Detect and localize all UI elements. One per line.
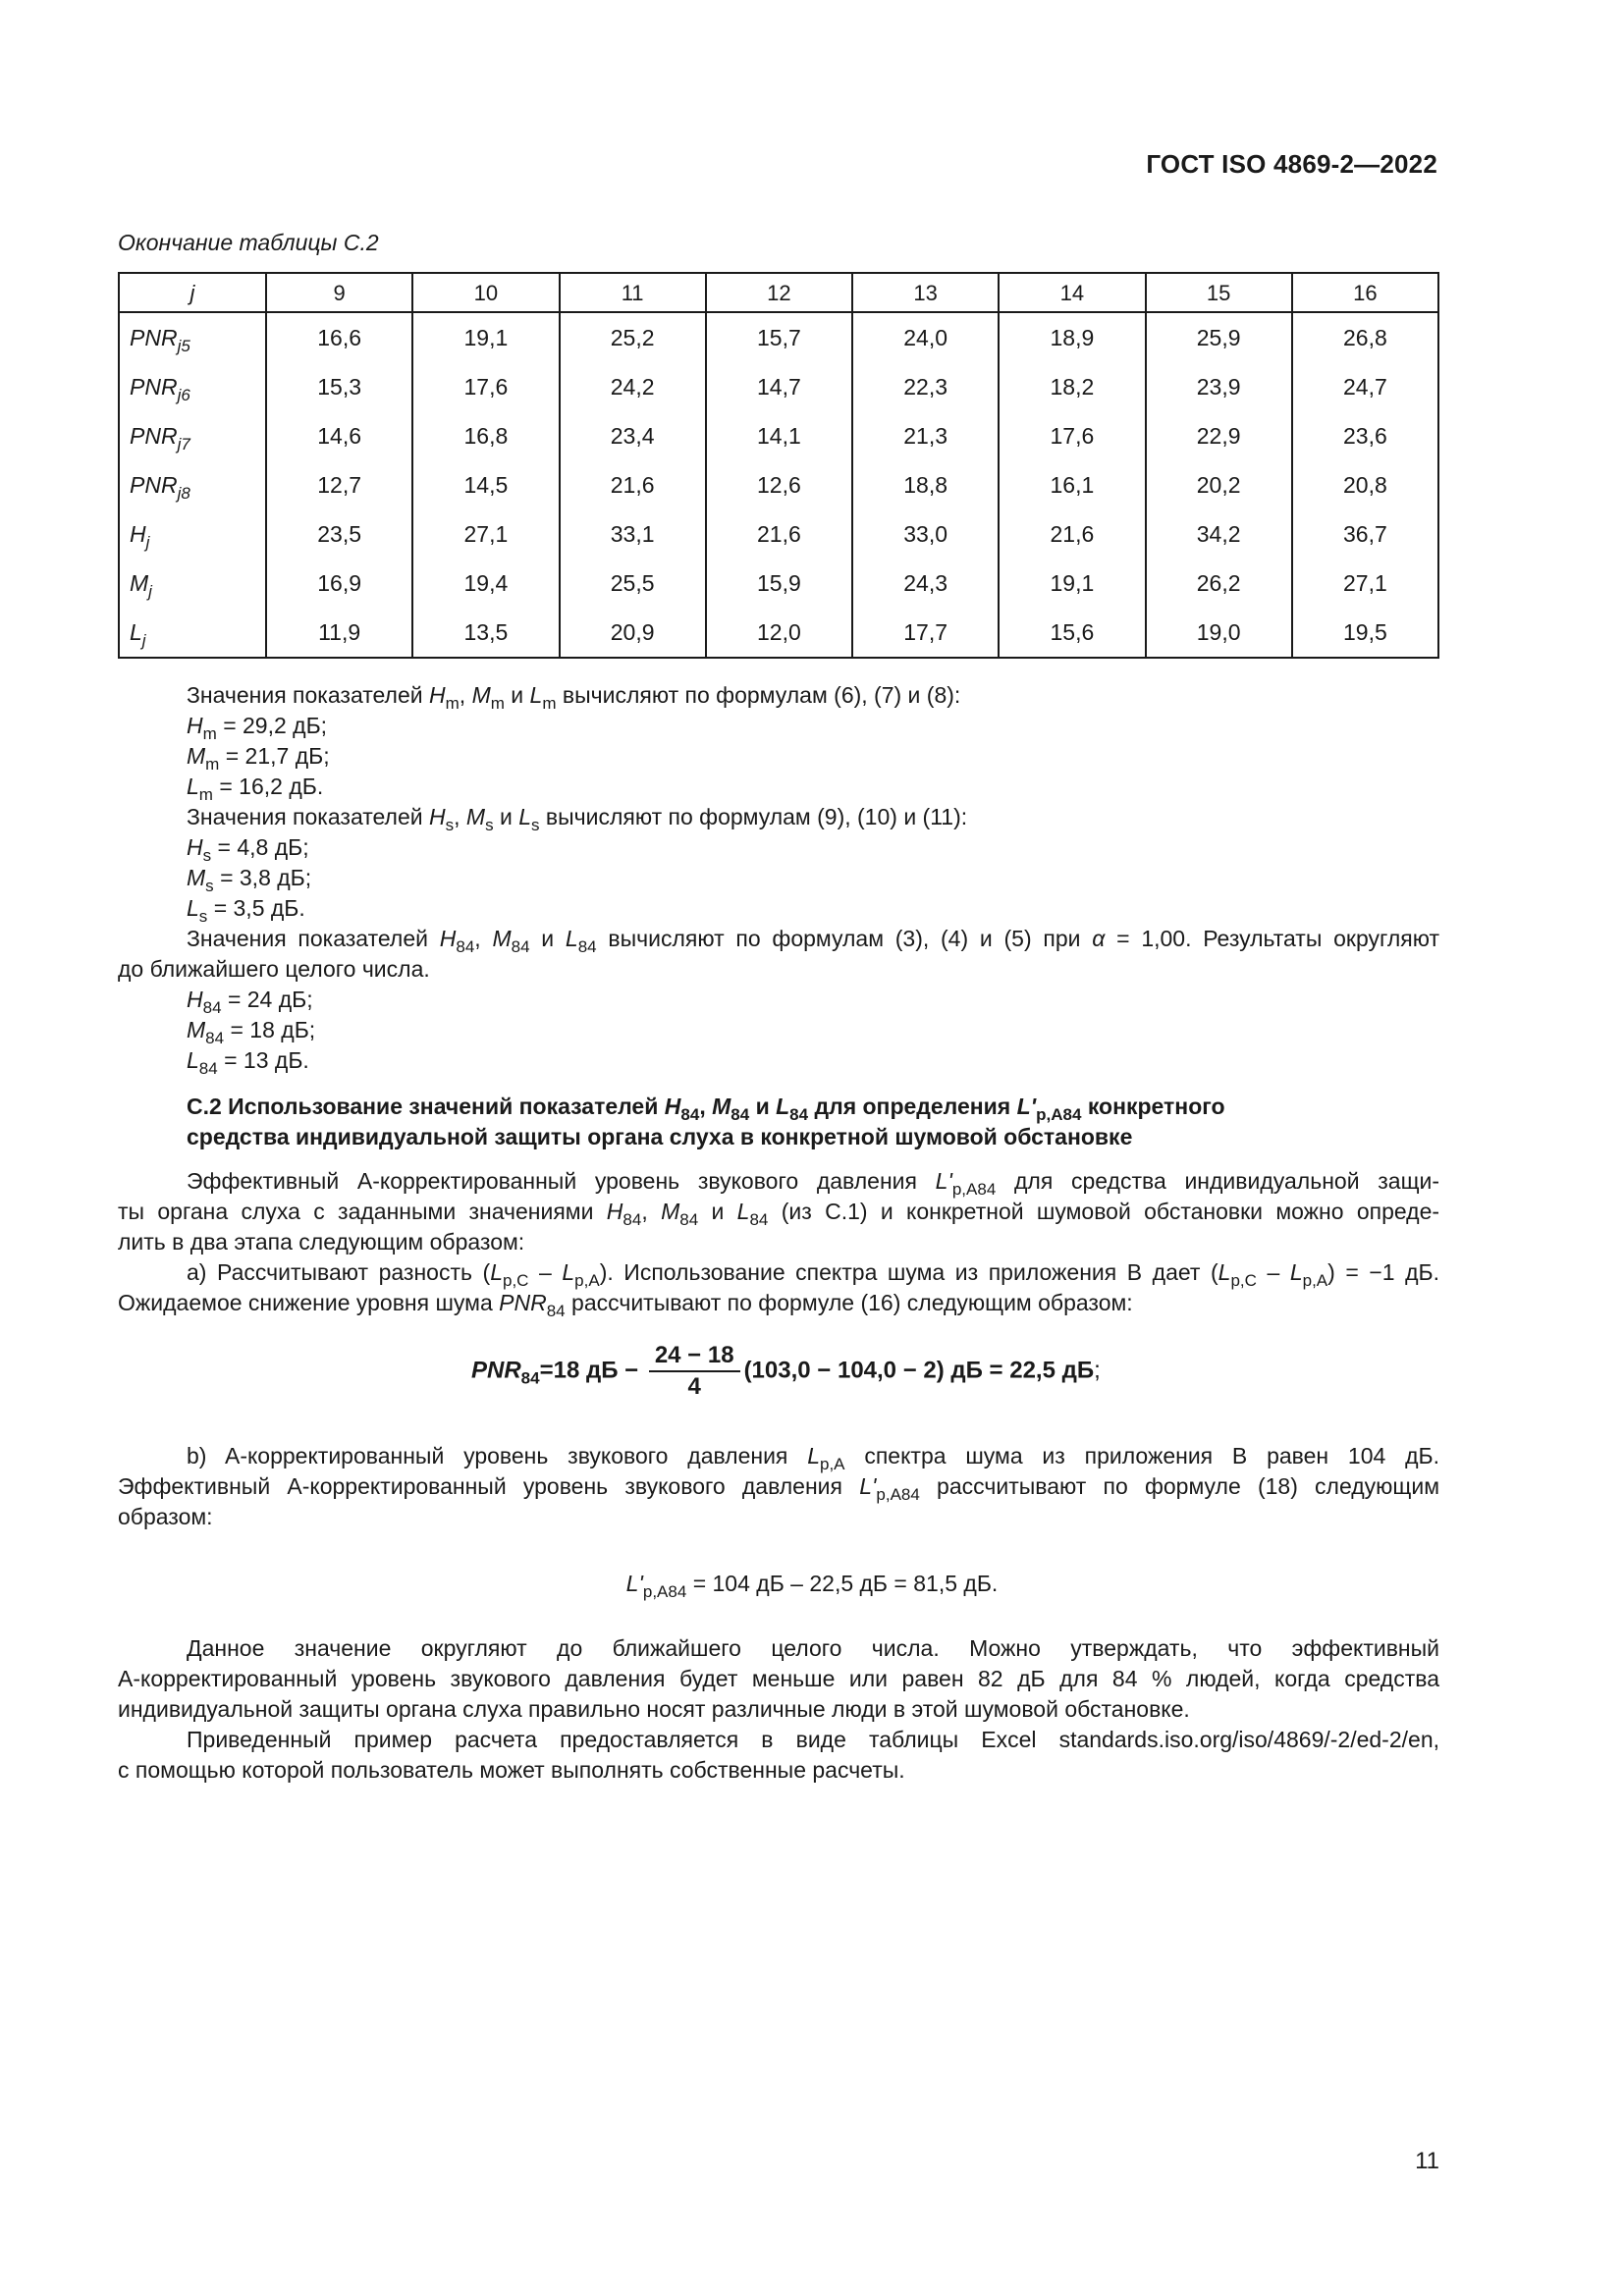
text-line: $M_m = 21,7$ дБ; [187, 743, 330, 774]
text-line: ты органа слуха с заданными значениями $H_{84}$, $M_{84}$ и $L_{84}$ (из С.1) и конкретной шумовой обстановки можно опреде- [118, 1199, 1440, 1229]
table-cell: 26,2 [1146, 559, 1292, 608]
table-cell: 27,1 [1292, 559, 1438, 608]
table-cell: 12,0 [706, 608, 852, 658]
table-cell: 20,9 [560, 608, 706, 658]
row-label: $H_j$ [119, 509, 266, 559]
table-row [119, 460, 1438, 509]
text-line: Эффективный A-корректированный уровень звукового давления $L'_{p,A84}$ рассчитывают по формуле (18) следующим [118, 1473, 1440, 1504]
table-header-row [119, 273, 1438, 312]
table-row [119, 509, 1438, 559]
table-cell: 15,9 [706, 559, 852, 608]
table-cell: 15,7 [706, 312, 852, 362]
row-label: $PNR_{j5}$ [119, 312, 266, 362]
table-cell: 19,0 [1146, 608, 1292, 658]
table-cell: 23,6 [1292, 411, 1438, 460]
text-line: индивидуальной защиты органа слуха правильно носят различные люди в этой шумовой обстановке. [118, 1696, 1190, 1722]
table-cell: 18,9 [999, 312, 1145, 362]
row-label: $PNR_{j6}$ [119, 362, 266, 411]
table-cell: 21,6 [999, 509, 1145, 559]
text-line: $M_s = 3,8$ дБ; [187, 865, 312, 895]
table-cell: 17,6 [999, 411, 1145, 460]
table-cell: 33,0 [852, 509, 999, 559]
table-cell: 22,9 [1146, 411, 1292, 460]
table-cell: 21,3 [852, 411, 999, 460]
table-cell: 15,3 [266, 362, 412, 411]
text-line: b) A-корректированный уровень звукового давления $L_{p,A}$ спектра шума из приложения В равен 104 дБ. [187, 1443, 1440, 1473]
table-cell: 23,5 [266, 509, 412, 559]
text-line: Приведенный пример расчета предоставляется в виде таблицы Excel standards.iso.org/iso/4869/-2/ed-2/en, [187, 1727, 1439, 1752]
text-line: Значения показателей $H_s$, $M_s$ и $L_s$ вычисляют по формулам (9), (10) и (11): [187, 804, 968, 834]
text-line: $L_{84} = 13$ дБ. [187, 1047, 309, 1078]
table-cell: 17,7 [852, 608, 999, 658]
table-cell: 17,6 [412, 362, 559, 411]
table-cell: 16,6 [266, 312, 412, 362]
data-table [118, 272, 1439, 659]
table-cell: 21,6 [560, 460, 706, 509]
text-line: Эффективный A-корректированный уровень звукового давления $L'_{p,A84}$ для средства индивидуальной защи- [187, 1168, 1440, 1199]
column-header: 13 [852, 273, 999, 312]
text-line: образом: [118, 1504, 213, 1529]
page-number: 11 [1415, 2148, 1439, 2174]
column-header: 11 [560, 273, 706, 312]
text-line: $H_{84} = 24$ дБ; [187, 987, 313, 1017]
table-cell: 12,7 [266, 460, 412, 509]
column-header: j [119, 273, 266, 312]
table-cell: 25,2 [560, 312, 706, 362]
table-cell: 33,1 [560, 509, 706, 559]
table-cell: 19,4 [412, 559, 559, 608]
table-cell: 18,8 [852, 460, 999, 509]
text-line: a) Рассчитывают разность $(L_{p,C} - L_{p,A})$. Использование спектра шума из приложения В дает $(L_{p,C} - L_{p,A}) = -1$ дБ. [187, 1259, 1440, 1290]
table-cell: 24,2 [560, 362, 706, 411]
row-label: $L_j$ [119, 608, 266, 658]
table-cell: 11,9 [266, 608, 412, 658]
formula-pnr84: $PNR_{84}=18$ дБ − $\frac{24 - 18}{4}$ (103,0 − 104,0 − 2) дБ = 22,5 дБ; [471, 1342, 1101, 1400]
table-row [119, 312, 1438, 362]
text-line: $M_{84} = 18$ дБ; [187, 1017, 316, 1047]
text-line: $L_m = 16,2$ дБ. [187, 774, 324, 804]
text-line: С.2 Использование значений показателей $H_{84}$, $M_{84}$ и $L_{84}$ для определения $L'_{p,A84}$ конкретного [187, 1094, 1225, 1124]
table-cell: 19,5 [1292, 608, 1438, 658]
table-cell: 23,9 [1146, 362, 1292, 411]
table-cell: 15,6 [999, 608, 1145, 658]
table-row [119, 559, 1438, 608]
table-cell: 21,6 [706, 509, 852, 559]
values-block [118, 680, 1439, 1076]
text-line: средства индивидуальной защиты органа слуха в конкретной шумовой обстановке [187, 1124, 1133, 1149]
text-line: Ожидаемое снижение уровня шума $PNR_{84}$ рассчитывают по формуле (16) следующим образом: [118, 1290, 1133, 1320]
paragraph-intro [118, 1166, 1439, 1318]
column-header: 14 [999, 273, 1145, 312]
table-cell: 27,1 [412, 509, 559, 559]
table-row [119, 411, 1438, 460]
text-line: Значения показателей $H_{84}$, $M_{84}$ и $L_{84}$ вычисляют по формулам (3), (4) и (5) при α = 1,00. Результаты округляют [187, 926, 1440, 956]
section-heading [118, 1092, 1439, 1152]
fraction: $\frac{24 - 18}{4}$ [649, 1341, 740, 1402]
text-line: до ближайшего целого числа. [118, 956, 430, 982]
table-caption: Окончание таблицы С.2 [118, 230, 379, 255]
paragraph-conclusion [118, 1633, 1439, 1786]
table-cell: 23,4 [560, 411, 706, 460]
document-header: ГОСТ ISO 4869-2—2022 [1146, 149, 1437, 179]
column-header: 10 [412, 273, 559, 312]
table-cell: 18,2 [999, 362, 1145, 411]
table-cell: 16,1 [999, 460, 1145, 509]
text-line: лить в два этапа следующим образом: [118, 1229, 525, 1255]
paragraph-b [118, 1441, 1439, 1532]
table-row [119, 362, 1438, 411]
column-header: 12 [706, 273, 852, 312]
table-cell: 14,5 [412, 460, 559, 509]
row-label: $M_j$ [119, 559, 266, 608]
table-cell: 34,2 [1146, 509, 1292, 559]
table-cell: 14,1 [706, 411, 852, 460]
column-header: 9 [266, 273, 412, 312]
text-line: Значения показателей $H_m$, $M_m$ и $L_m$ вычисляют по формулам (6), (7) и (8): [187, 682, 961, 713]
row-label: $PNR_{j8}$ [119, 460, 266, 509]
table-cell: 13,5 [412, 608, 559, 658]
table-cell: 19,1 [999, 559, 1145, 608]
table-cell: 22,3 [852, 362, 999, 411]
table-cell: 24,0 [852, 312, 999, 362]
text-line: с помощью которой пользователь может выполнять собственные расчеты. [118, 1757, 905, 1783]
table-cell: 14,7 [706, 362, 852, 411]
table-cell: 24,3 [852, 559, 999, 608]
table-cell: 36,7 [1292, 509, 1438, 559]
table-cell: 14,6 [266, 411, 412, 460]
text-line: $H_s = 4,8$ дБ; [187, 834, 309, 865]
table-cell: 16,8 [412, 411, 559, 460]
text-line: $H_m = 29,2$ дБ; [187, 713, 328, 743]
table-cell: 24,7 [1292, 362, 1438, 411]
table-cell: 25,9 [1146, 312, 1292, 362]
column-header: 16 [1292, 273, 1438, 312]
column-header: 15 [1146, 273, 1292, 312]
table-row [119, 608, 1438, 658]
table-cell: 26,8 [1292, 312, 1438, 362]
table-cell: 25,5 [560, 559, 706, 608]
text-line: Данное значение округляют до ближайшего целого числа. Можно утверждать, что эффективный [187, 1635, 1439, 1661]
table-cell: 20,8 [1292, 460, 1438, 509]
row-label: $PNR_{j7}$ [119, 411, 266, 460]
table-cell: 20,2 [1146, 460, 1292, 509]
table-cell: 19,1 [412, 312, 559, 362]
text-line: $L_s = 3,5$ дБ. [187, 895, 305, 926]
table-cell: 12,6 [706, 460, 852, 509]
text-line: A-корректированный уровень звукового давления будет меньше или равен 82 дБ для 84 % людей, когда средства [118, 1666, 1439, 1691]
table-cell: 16,9 [266, 559, 412, 608]
formula-effective-level: $L'_{p,A84} = 104$ дБ – 22,5 дБ = 81,5 дБ. [625, 1571, 999, 1601]
